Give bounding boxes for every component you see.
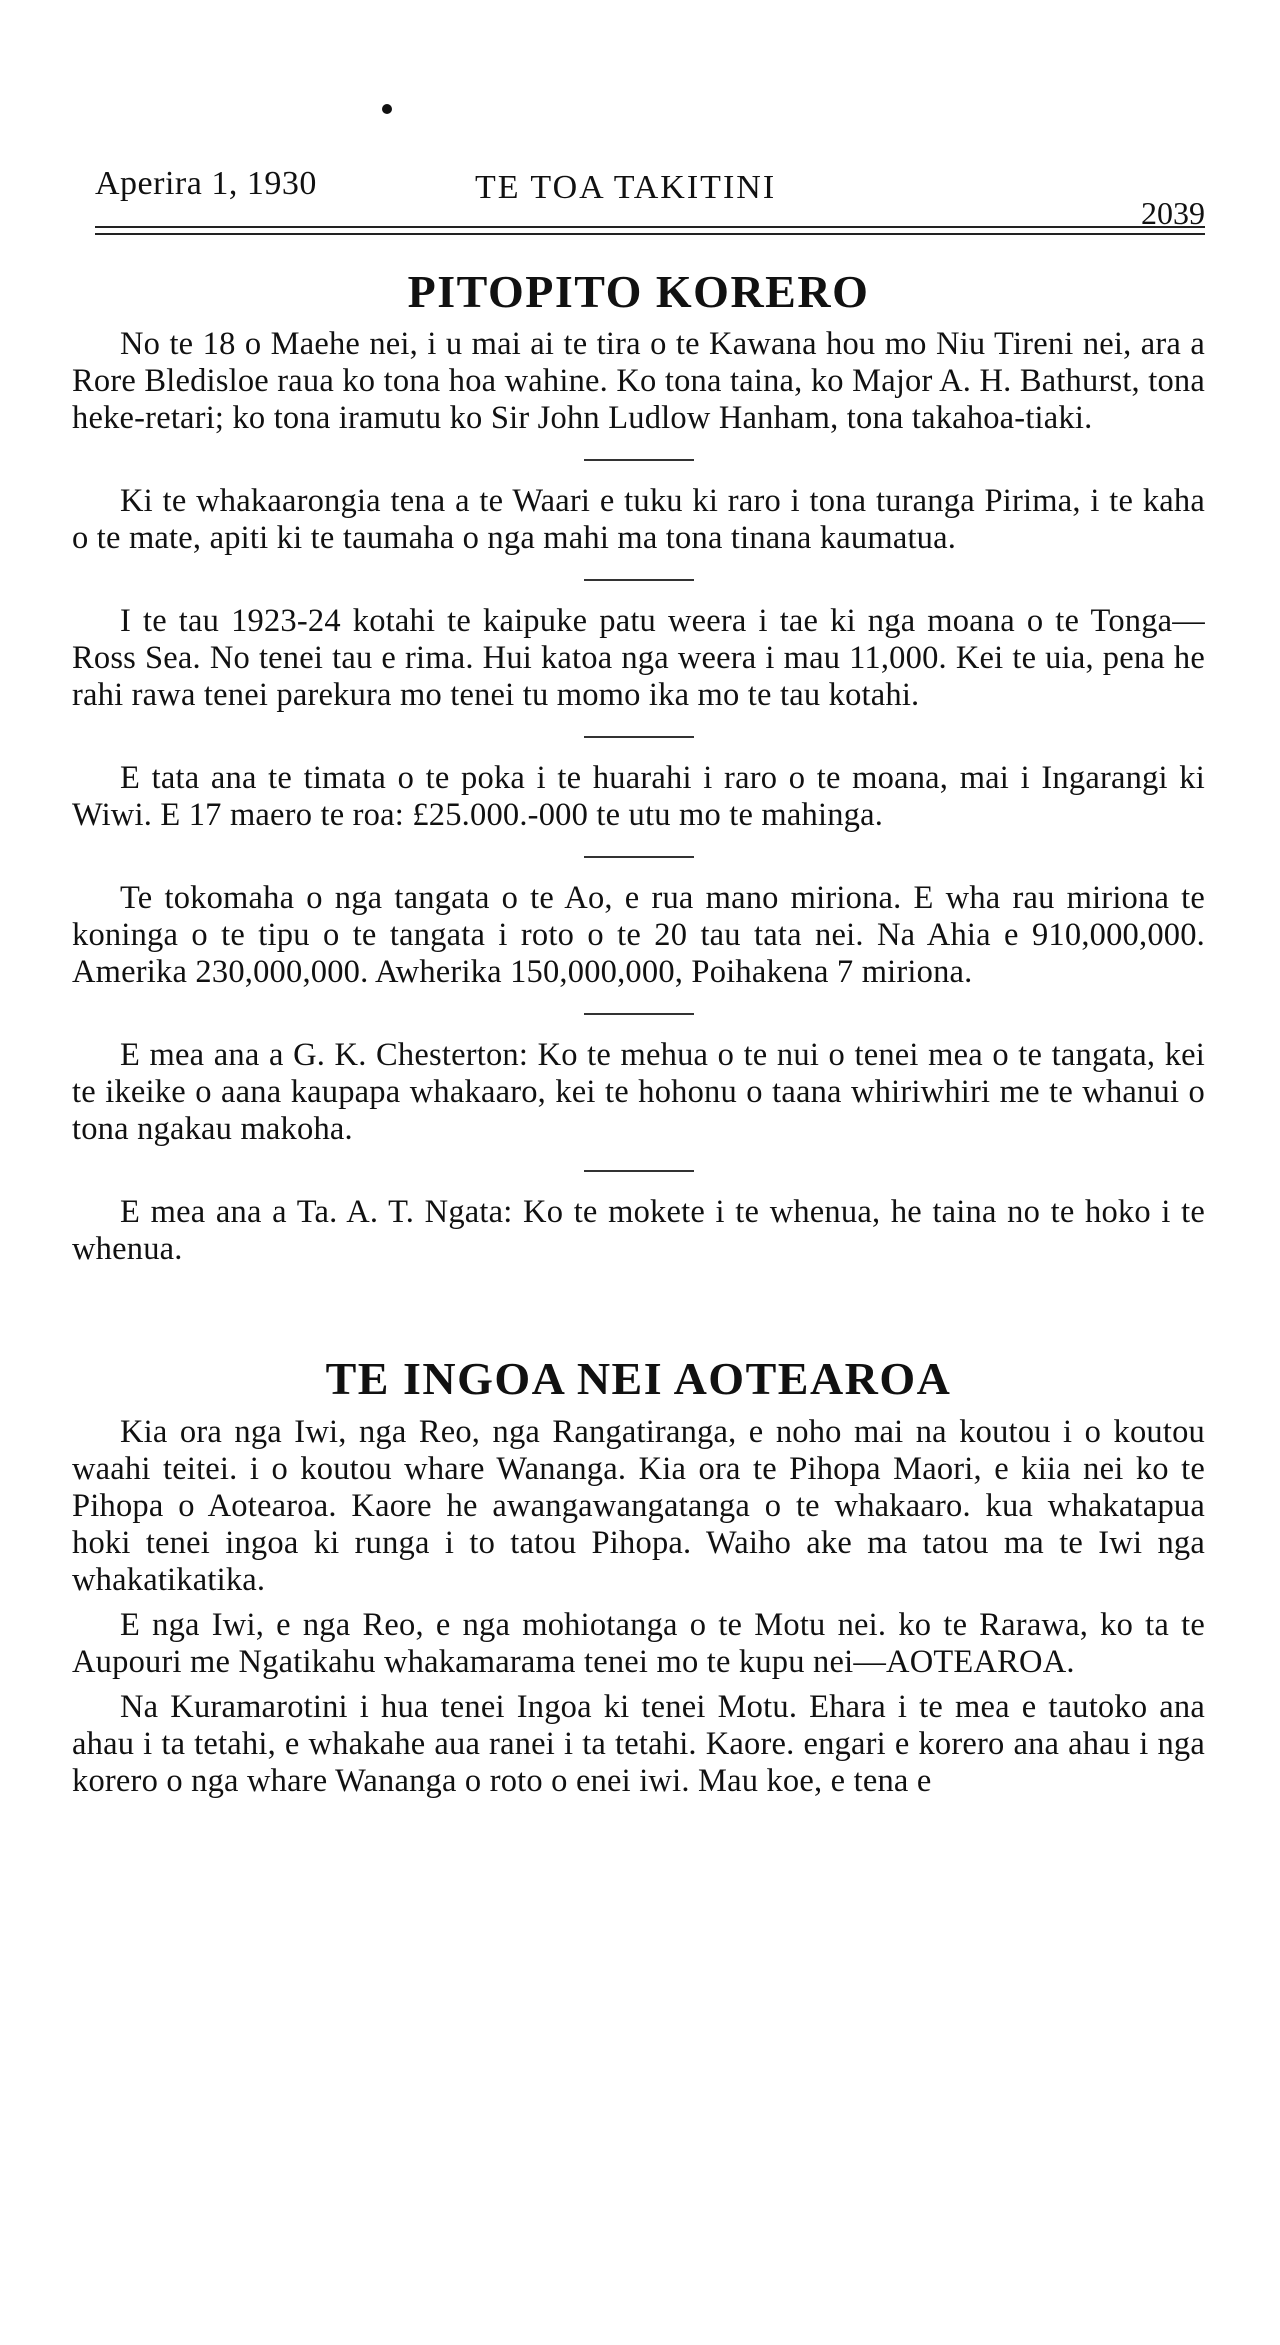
printer-mark-dot xyxy=(382,104,392,114)
separator-rule xyxy=(584,1170,694,1172)
separator-rule xyxy=(584,579,694,581)
separator-rule xyxy=(584,1013,694,1015)
news-paragraph: I te tau 1923-24 kotahi te kaipuke patu weera i tae ki nga moana o te Tonga—Ross Sea. No tenei tau e rima. Hui katoa nga weera i mau 11,000. Kei te uia, pena he rahi rawa tenei parekura mo tenei tu momo ika mo te tau kotahi. xyxy=(72,602,1205,713)
news-paragraph: E mea ana a G. K. Chesterton: Ko te mehua o te nui o tenei mea o te tangata, kei te ikeike o aana kaupapa whakaaro, kei te hohonu o taana whiriwhiri me te whanui o tona ngakau makoha. xyxy=(72,1036,1205,1147)
header-rule-top xyxy=(95,226,1205,228)
news-paragraph: Te tokomaha o nga tangata o te Ao, e rua mano miriona. E wha rau miriona te koninga o te tipu o te tangata i roto o te 20 tau tata nei. Na Ahia e 910,000,000. Amerika 230,000,000. Awherika 150,000,000, Poihakena 7 miriona. xyxy=(72,879,1205,990)
page-number: 2039 xyxy=(1141,195,1205,231)
separator-rule xyxy=(584,856,694,858)
news-paragraph: Ki te whakaarongia tena a te Waari e tuku ki raro i tona turanga Pirima, i te kaha o te mate, apiti ki te taumaha o nga mahi ma tona tinana kaumatua. xyxy=(72,482,1205,556)
section-title-aotearoa: TE INGOA NEI AOTEAROA xyxy=(325,1352,952,1404)
aotearoa-paragraph: E nga Iwi, e nga Reo, e nga mohiotanga o te Motu nei. ko te Rarawa, ko ta te Aupouri me Ngatikahu whakamarama tenei mo te kupu nei—AOTEAROA. xyxy=(72,1607,1205,1681)
publication-title: TE TOA TAKITINI xyxy=(475,169,777,206)
article-body xyxy=(72,255,1205,1800)
issue-date: Aperira 1, 1930 xyxy=(95,165,317,202)
header-rule-bottom xyxy=(95,233,1205,235)
aotearoa-paragraph: Kia ora nga Iwi, nga Reo, nga Rangatiranga, e noho mai na koutou i o koutou waahi teitei. i o koutou whare Wananga. Kia ora te Pihopa Maori, e kiia nei ko te Pihopa o Aotearoa. Kaore he awangawangatanga o te whakaaro. kua whakatapua hoki tenei ingoa ki runga i to tatou Pihopa. Waiho ake ma tatou ma te Iwi nga whakatikatika. xyxy=(72,1414,1205,1599)
separator-rule xyxy=(584,736,694,738)
section-title-news: PITOPITO KORERO xyxy=(407,266,870,317)
page-header xyxy=(95,165,1205,231)
news-paragraph: E tata ana te timata o te poka i te huarahi i raro o te moana, mai i Ingarangi ki Wiwi. E 17 maero te roa: £25.000.-000 te utu mo te mahinga. xyxy=(72,759,1205,833)
separator-rule xyxy=(584,459,694,461)
news-paragraph: No te 18 o Maehe nei, i u mai ai te tira o te Kawana hou mo Niu Tireni nei, ara a Rore Bledisloe raua ko tona hoa wahine. Ko tona taina, ko Major A. H. Bathurst, tona heke-retari; ko tona iramutu ko Sir John Ludlow Hanham, tona takahoa-tiaki. xyxy=(72,325,1205,436)
news-paragraph: E mea ana a Ta. A. T. Ngata: Ko te mokete i te whenua, he taina no te hoko i te whenua. xyxy=(72,1193,1205,1267)
aotearoa-paragraph: Na Kuramarotini i hua tenei Ingoa ki tenei Motu. Ehara i te mea e tautoko ana ahau i ta tetahi, e whakahe aua ranei i ta tetahi. Kaore. engari e korero ana ahau i nga korero o nga whare Wananga o roto o enei iwi. Mau koe, e tena e xyxy=(72,1689,1205,1800)
